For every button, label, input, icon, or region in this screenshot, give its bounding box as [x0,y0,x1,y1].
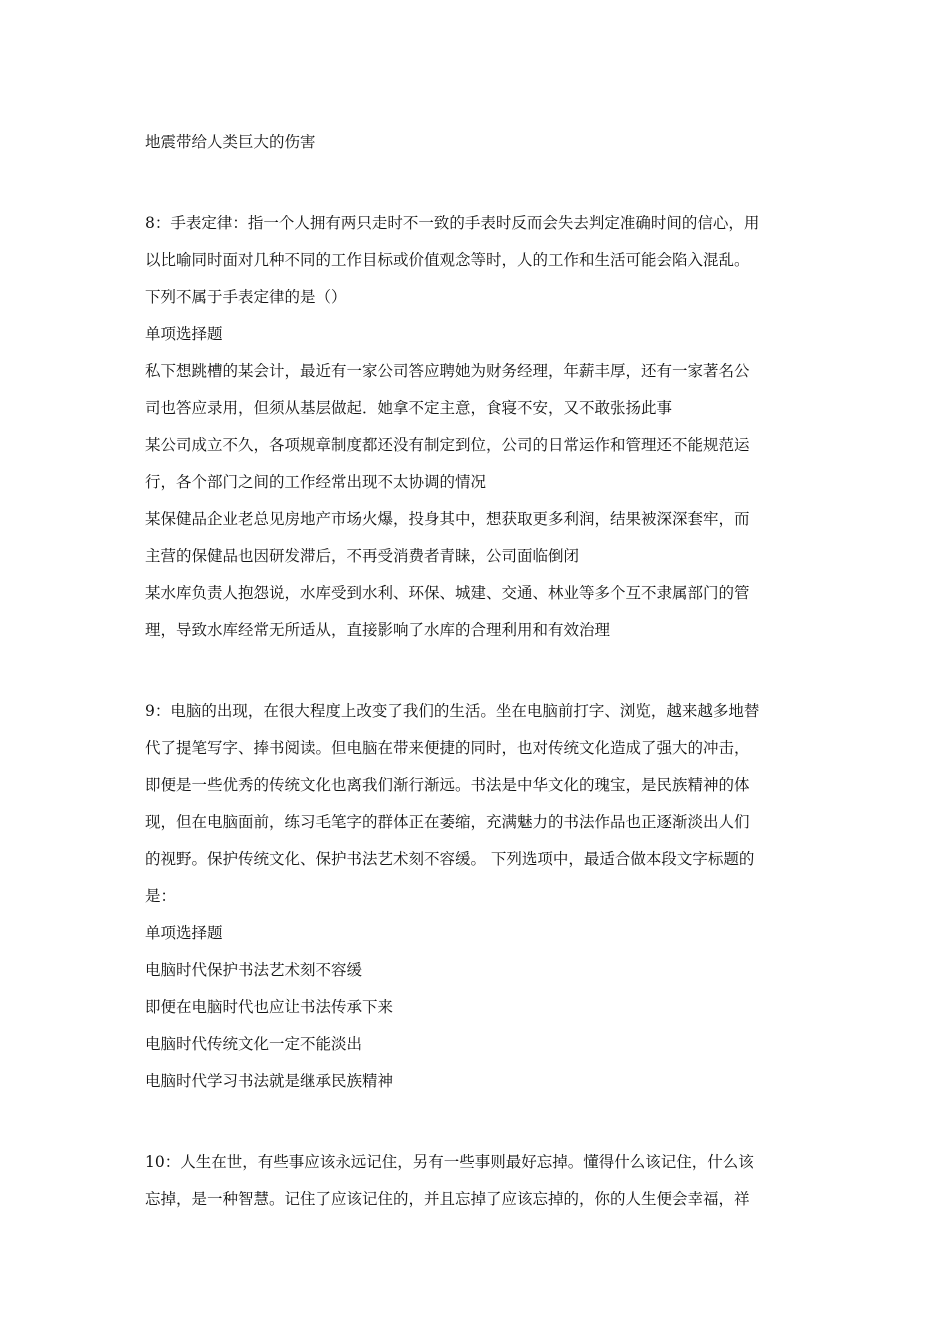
question-8-option-d-line-1: 某水库负责人抱怨说，水库受到水利、环保、城建、交通、林业等多个互不隶属部门的管 [145,584,750,602]
question-8-option-c-line-1: 某保健品企业老总见房地产市场火爆，投身其中，想获取更多利润，结果被深深套牢，而 [145,510,750,528]
question-8-stem-line-1: 8：手表定律：指一个人拥有两只走时不一致的手表时反而会失去判定准确时间的信心，用 [145,214,760,232]
question-9-option-c: 电脑时代传统文化一定不能淡出 [145,1035,363,1053]
question-8-stem-line-3: 下列不属于手表定律的是（） [145,288,347,306]
question-8-type: 单项选择题 [145,325,223,343]
question-9-option-b: 即便在电脑时代也应让书法传承下来 [145,998,394,1016]
question-9-option-a: 电脑时代保护书法艺术刻不容缓 [145,961,363,979]
question-8 [145,205,805,649]
question-9-stem-line-5: 的视野。保护传统文化、保护书法艺术刻不容缓。 下列选项中，最适合做本段文字标题的 [145,850,755,868]
question-10-stem-line-2: 忘掉，是一种智慧。记住了应该记住的，并且忘掉了应该忘掉的，你的人生便会幸福，祥 [145,1190,750,1208]
spacer [145,1100,805,1144]
question-8-stem-line-2: 以比喻同时面对几种不同的工作目标或价值观念等时，人的工作和生活可能会陷入混乱。 [145,251,750,269]
question-8-option-b-line-2: 行，各个部门之间的工作经常出现不太协调的情况 [145,473,487,491]
question-10-stem-line-1: 10：人生在世，有些事应该永远记住，另有一些事则最好忘掉。懂得什么该记住，什么该 [145,1153,754,1171]
question-8-option-d-line-2: 理，导致水库经常无所适从，直接影响了水库的合理利用和有效治理 [145,621,611,639]
question-9 [145,693,805,1100]
spacer [145,649,805,693]
question-9-stem-line-3: 即便是一些优秀的传统文化也离我们渐行渐远。书法是中华文化的瑰宝，是民族精神的体 [145,776,750,794]
question-9-stem-line-4: 现，但在电脑面前，练习毛笔字的群体正在萎缩，充满魅力的书法作品也正逐渐淡出人们 [145,813,750,831]
spacer [145,161,805,205]
question-9-option-d: 电脑时代学习书法就是继承民族精神 [145,1072,394,1090]
question-8-option-b-line-1: 某公司成立不久，各项规章制度都还没有制定到位，公司的日常运作和管理还不能规范运 [145,436,750,454]
question-9-stem-line-6: 是： [145,887,177,905]
question-9-stem-line-1: 9：电脑的出现，在很大程度上改变了我们的生活。坐在电脑前打字、浏览，越来越多地替 [145,702,760,720]
question-9-stem-line-2: 代了提笔写字、捧书阅读。但电脑在带来便捷的同时，也对传统文化造成了强大的冲击， [145,739,750,757]
question-8-option-c-line-2: 主营的保健品也因研发滞后，不再受消费者青睐，公司面临倒闭 [145,547,580,565]
document-page [145,124,805,1218]
question-8-option-a-line-1: 私下想跳槽的某会计，最近有一家公司答应聘她为财务经理，年薪丰厚，还有一家著名公 [145,362,750,380]
question-10 [145,1144,805,1218]
question-8-option-a-line-2: 司也答应录用，但须从基层做起．她拿不定主意，食寝不安，又不敢张扬此事 [145,399,673,417]
question-9-type: 单项选择题 [145,924,223,942]
previous-option-text: 地震带给人类巨大的伤害 [145,133,316,151]
